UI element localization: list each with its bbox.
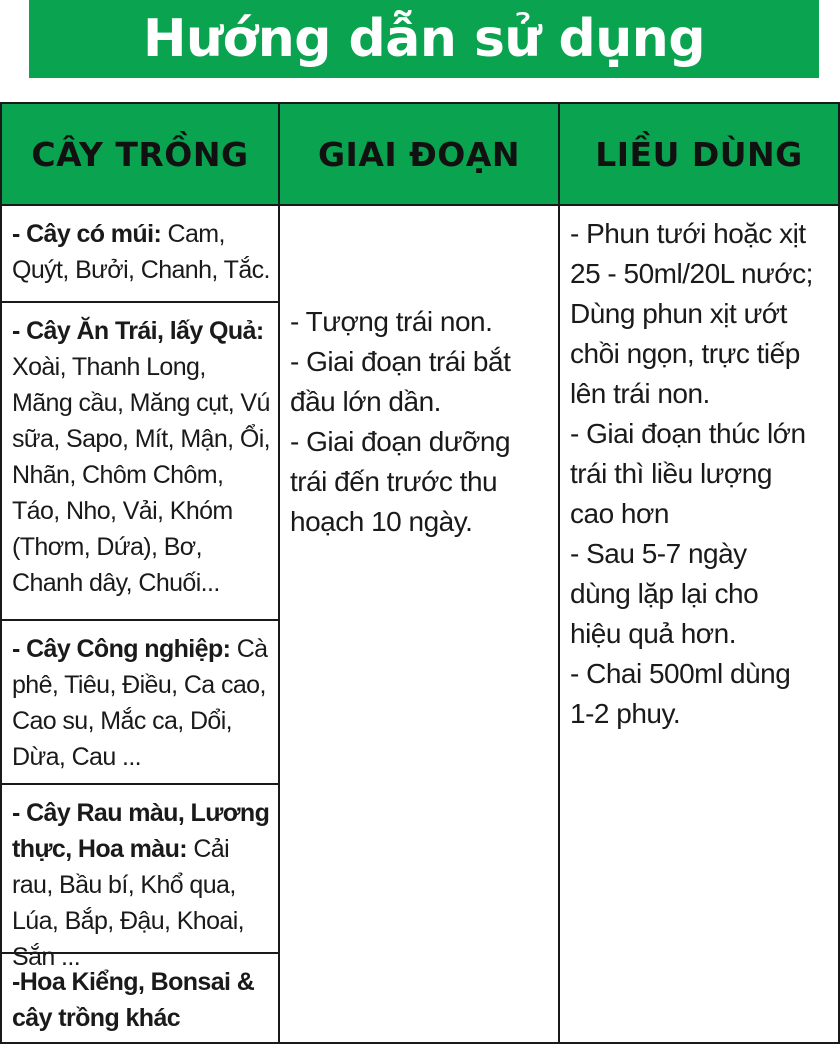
crop-cell-ornamental	[2, 954, 278, 1042]
header-stage-label: GIAI ĐOẠN	[317, 134, 521, 174]
dosage-line: - Chai 500ml dùng	[570, 658, 791, 689]
crop-text: Xoài, Thanh Long, Mãng cầu, Măng cụt, Vú sữa, Sapo, Mít, Mận, Ổi, Nhãn, Chôm Chôm, Táo, Nho, Vải, Khóm (Thơm, Dứa), Bơ, Chanh dây, Chuối...	[12, 353, 270, 597]
stage-line: - Giai đoạn trái bắt	[290, 346, 511, 377]
crop-cell-citrus	[2, 206, 278, 303]
stage-line: trái đến trước thu	[290, 466, 498, 497]
dosage-line: 25 - 50ml/20L nước;	[570, 258, 813, 289]
dosage-line: - Giai đoạn thúc lớn	[570, 418, 806, 449]
title-banner	[29, 0, 819, 78]
crop-text: Cải rau, Bầu bí, Khổ qua, Lúa, Bắp, Đậu, Khoai, Sắn ...	[12, 835, 245, 971]
crop-label: - Cây có múi:	[12, 220, 162, 248]
dosage-line: lên trái non.	[570, 378, 710, 409]
crop-text: Cam, Quýt, Bưởi, Chanh, Tắc.	[12, 220, 270, 284]
stage-column	[280, 206, 560, 1044]
stage-line: đầu lớn dần.	[290, 386, 441, 417]
crop-label: -Hoa Kiểng, Bonsai & cây trồng khác	[12, 968, 255, 1032]
dosage-line: 1-2 phuy.	[570, 698, 681, 729]
dosage-line: cao hơn	[570, 498, 669, 529]
page-title: Hướng dẫn sử dụng	[142, 9, 706, 69]
stage-line: - Giai đoạn dưỡng	[290, 426, 511, 457]
header-crops-label: CÂY TRỒNG	[31, 134, 249, 174]
crop-text: Cà phê, Tiêu, Điều, Ca cao, Cao su, Mắc ca, Dổi, Dừa, Cau ...	[12, 635, 268, 771]
header-stage	[280, 102, 560, 206]
dosage-line: trái thì liều lượng	[570, 458, 772, 489]
dosage-line: chồi ngọn, trực tiếp	[570, 338, 800, 369]
crops-column	[0, 206, 280, 1044]
dosage-line: - Sau 5-7 ngày	[570, 538, 747, 569]
header-crops	[0, 102, 280, 206]
dosage-text	[560, 214, 838, 734]
crop-label: - Cây Ăn Trái, lấy Quả:	[12, 317, 264, 345]
dosage-line: Dùng phun xịt ướt	[570, 298, 787, 329]
stage-line: - Tượng trái non.	[290, 306, 493, 337]
crop-cell-fruit	[2, 303, 278, 621]
crop-label: - Cây Công nghiệp:	[12, 635, 231, 663]
dosage-line: - Phun tưới hoặc xịt	[570, 218, 806, 249]
dosage-line: hiệu quả hơn.	[570, 618, 736, 649]
crop-cell-vegetables	[2, 785, 278, 971]
dosage-column	[560, 206, 840, 1044]
dosage-line: dùng lặp lại cho	[570, 578, 759, 609]
stage-text	[280, 302, 558, 542]
crop-label: - Cây Rau màu, Lương thực, Hoa màu:	[12, 799, 270, 863]
usage-table	[0, 102, 840, 1044]
header-dosage-label: LIỀU DÙNG	[595, 134, 803, 174]
crop-cell-industrial	[2, 621, 278, 785]
header-dosage	[560, 102, 840, 206]
stage-line: hoạch 10 ngày.	[290, 506, 473, 537]
